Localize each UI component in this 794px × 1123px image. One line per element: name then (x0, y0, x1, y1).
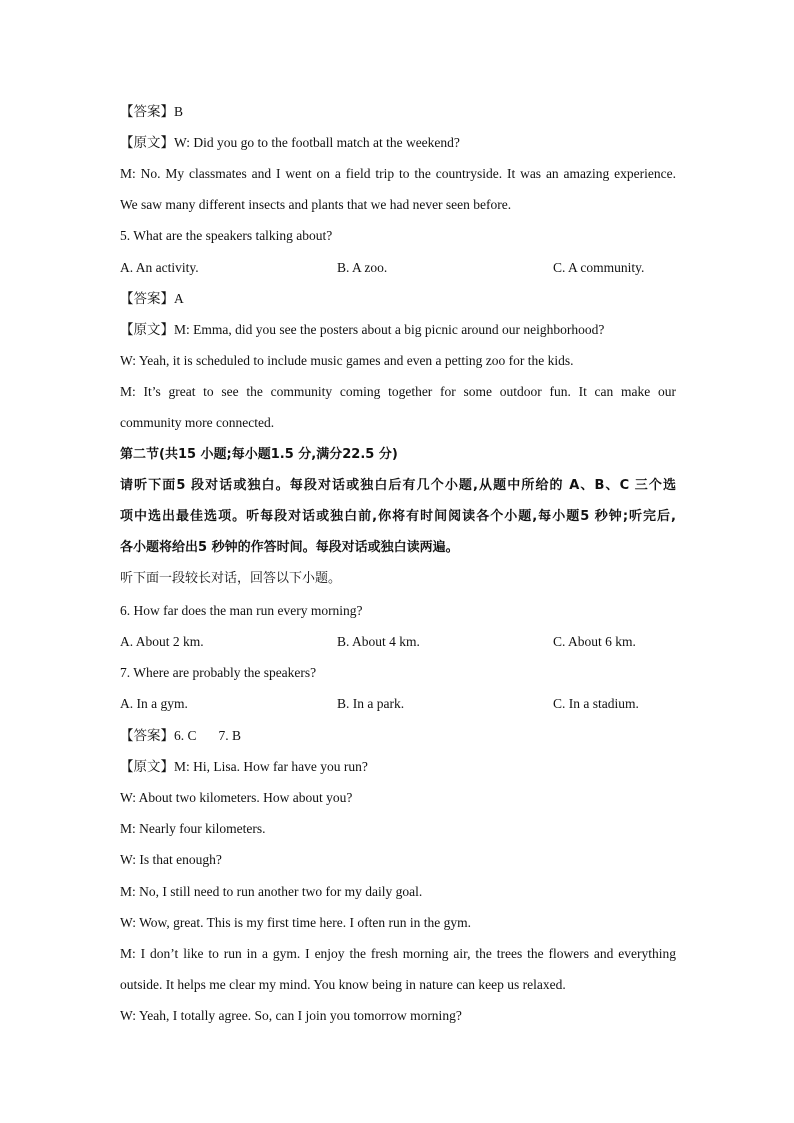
option-b: B. About 4 km. (337, 634, 420, 649)
instruction-line: 项中选出最佳选项。听每段对话或独白前,你将有时间阅读各个小题,每小题5 秒钟;听完后, (120, 509, 676, 524)
answer-line-5 (120, 289, 676, 309)
transcript-line (120, 320, 676, 340)
transcript-line: W: About two kilometers. How about you? (120, 790, 353, 805)
answer-6: 6. C (174, 728, 197, 743)
option-a: A. About 2 km. (120, 634, 204, 649)
transcript-text: M: Emma, did you see the posters about a big picnic around our neighborhood? (174, 322, 605, 337)
option-c: C. A community. (553, 260, 645, 275)
transcript-line: W: Is that enough? (120, 852, 222, 867)
answer-value: B (174, 104, 184, 119)
transcript-line: M: I don’t like to run in a gym. I enjoy the fresh morning air, the trees the flowers and everything (120, 946, 676, 961)
transcript-line: W: Yeah, I totally agree. So, can I join you tomorrow morning? (120, 1008, 462, 1023)
transcript-tag: 【原文】 (120, 135, 174, 151)
transcript-line: W: Yeah, it is scheduled to include music games and even a petting zoo for the kids. (120, 353, 574, 368)
answer-value: A (174, 291, 184, 306)
transcript-tag: 【原文】 (120, 759, 174, 775)
answer-tag: 【答案】 (120, 291, 174, 307)
option-b: B. In a park. (337, 696, 405, 711)
option-a: A. In a gym. (120, 696, 188, 711)
transcript-line: outside. It helps me clear my mind. You know being in nature can keep us relaxed. (120, 977, 566, 992)
transcript-line (120, 757, 676, 777)
transcript-line: community more connected. (120, 415, 275, 430)
transcript-line: M: No, I still need to run another two for my daily goal. (120, 884, 423, 899)
transcript-line: M: Nearly four kilometers. (120, 821, 266, 836)
transcript-line (120, 133, 676, 153)
answer-line-6-7 (120, 726, 676, 746)
transcript-tag: 【原文】 (120, 322, 174, 338)
option-c: C. In a stadium. (553, 696, 639, 711)
listen-intro: 听下面一段较长对话，回答以下小题。 (120, 571, 342, 586)
question-5: 5. What are the speakers talking about? (120, 228, 333, 243)
option-c: C. About 6 km. (553, 634, 636, 649)
instruction-line: 请听下面5 段对话或独白。每段对话或独白后有几个小题,从题中所给的 A、B、C 三个选 (120, 478, 676, 493)
answer-tag: 【答案】 (120, 104, 174, 120)
transcript-text: W: Did you go to the football match at the weekend? (174, 135, 460, 150)
option-b: B. A zoo. (337, 260, 388, 275)
section-title: 第二节(共15 小题;每小题1.5 分,满分22.5 分) (120, 447, 398, 462)
transcript-line: W: Wow, great. This is my first time here. I often run in the gym. (120, 915, 471, 930)
transcript-line: M: It’s great to see the community coming together for some outdoor fun. It can make our (120, 384, 676, 399)
question-6: 6. How far does the man run every morning? (120, 603, 363, 618)
instruction-line: 各小题将给出5 秒钟的作答时间。每段对话或独白读两遍。 (120, 540, 459, 555)
transcript-line: M: No. My classmates and I went on a field trip to the countryside. It was an amazing experience. (120, 166, 676, 181)
question-7: 7. Where are probably the speakers? (120, 665, 317, 680)
answer-7: 7. B (218, 728, 242, 743)
transcript-line: We saw many different insects and plants that we had never seen before. (120, 197, 512, 212)
answer-line-4 (120, 102, 676, 122)
transcript-text: M: Hi, Lisa. How far have you run? (174, 759, 368, 774)
option-a: A. An activity. (120, 260, 199, 275)
answer-tag: 【答案】 (120, 728, 174, 744)
